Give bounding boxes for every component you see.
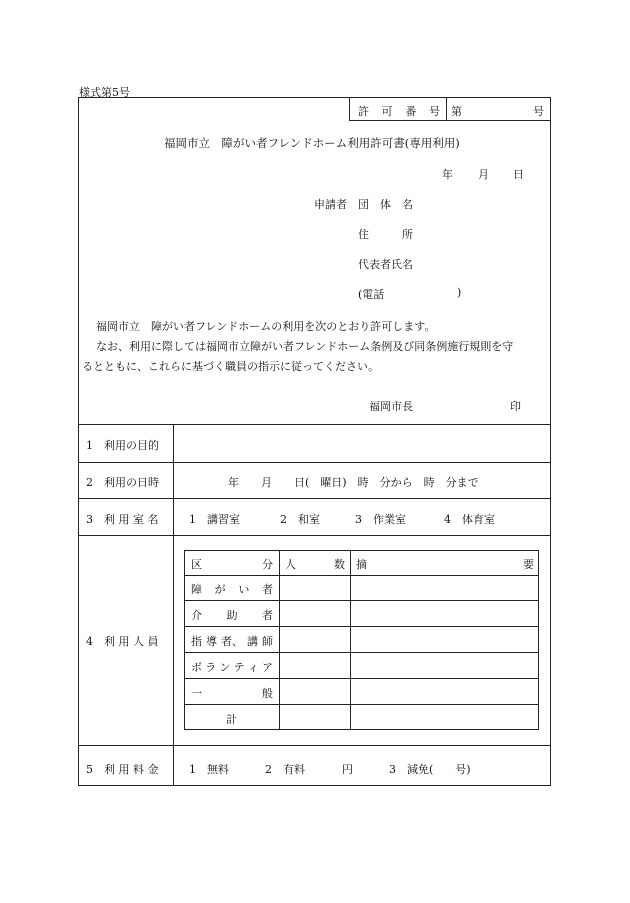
mayor-label: 福岡市長 bbox=[369, 400, 413, 413]
body-line-1: 福岡市立 障がい者フレンドホームの利用を次のとおり許可します。 bbox=[96, 320, 436, 333]
date-year: 年 bbox=[442, 168, 453, 181]
fee-yen: 円 bbox=[342, 763, 353, 776]
fee-exempt: 3 減免( 号) bbox=[389, 763, 471, 776]
fee-free: 1 無料 bbox=[189, 763, 229, 776]
permit-number-go: 号 bbox=[533, 105, 544, 118]
applicant-rep-label: 代表者氏名 bbox=[358, 258, 413, 271]
applicant-org-label: 団 体 名 bbox=[358, 198, 413, 211]
seal-mark: 印 bbox=[510, 400, 521, 413]
date-month: 月 bbox=[478, 168, 489, 181]
applicant-tel-close: ) bbox=[457, 286, 462, 299]
fee-paid: 2 有料 bbox=[265, 763, 305, 776]
room-label: 3 利 用 室 名 bbox=[86, 513, 159, 526]
room-option-1: 1 講習室 bbox=[189, 513, 240, 526]
header-count: 人 数 bbox=[285, 558, 345, 571]
header-category: 区 分 bbox=[191, 558, 273, 571]
applicant-label: 申請者 bbox=[314, 198, 347, 211]
people-label: 4 利 用 人 員 bbox=[86, 635, 159, 648]
document-title: 福岡市立 障がい者フレンドホーム利用許可書(専用利用) bbox=[164, 136, 460, 150]
purpose-label: 1 利用の目的 bbox=[86, 439, 159, 452]
permit-number-label: 許 可 番 号 bbox=[358, 105, 440, 118]
body-line-3: るとともに、これらに基づく職員の指示に従ってください。 bbox=[82, 360, 379, 373]
body-line-2: なお、利用に際しては福岡市立障がい者フレンドホーム条例及び同条例施行規則を守 bbox=[96, 340, 514, 353]
room-option-4: 4 体育室 bbox=[444, 513, 495, 526]
category-general: 一 般 bbox=[191, 687, 273, 700]
datetime-value: 年 月 日( 曜日) 時 分から 時 分まで bbox=[228, 476, 479, 489]
category-caregiver: 介 助 者 bbox=[191, 609, 273, 622]
category-instructor: 指 導 者、 講 師 bbox=[191, 635, 273, 648]
applicant-tel-open: (電話 bbox=[358, 288, 385, 301]
fee-label: 5 利 用 料 金 bbox=[86, 763, 159, 776]
room-option-3: 3 作業室 bbox=[355, 513, 406, 526]
category-total: 計 bbox=[226, 713, 237, 726]
category-disabled: 障 が い 者 bbox=[191, 583, 273, 596]
date-day: 日 bbox=[513, 168, 524, 181]
permit-number-dai: 第 bbox=[451, 105, 462, 118]
applicant-address-label: 住 所 bbox=[358, 228, 413, 241]
category-volunteer: ボ ラ ン テ ィ ア bbox=[191, 661, 273, 674]
header-summary: 摘 要 bbox=[356, 558, 534, 571]
datetime-label: 2 利用の日時 bbox=[86, 476, 159, 489]
form-number: 様式第5号 bbox=[79, 86, 130, 99]
room-option-2: 2 和室 bbox=[280, 513, 320, 526]
